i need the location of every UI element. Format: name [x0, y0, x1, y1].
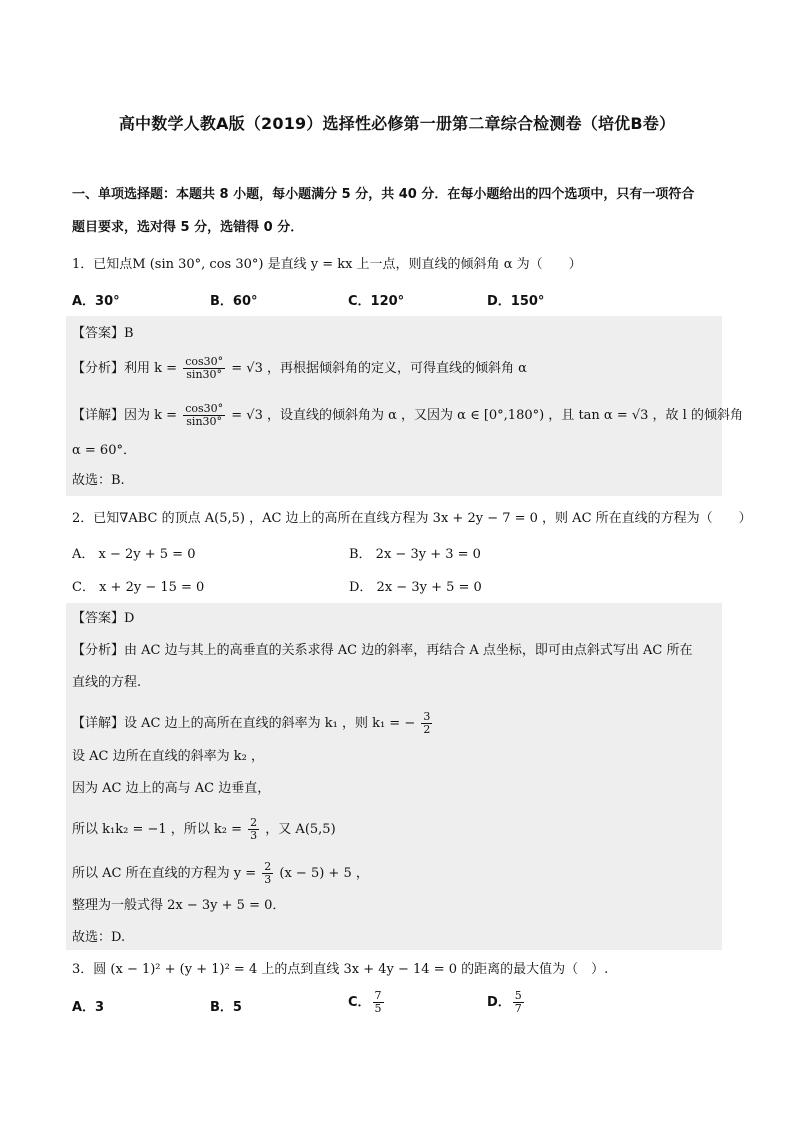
q1-option-d: D．150° — [487, 294, 545, 309]
q1-stem: 1．已知点M (sin 30°, cos 30°) 是直线 y = kx 上一点，则直线的倾斜角 α 为（ ） — [72, 257, 582, 272]
q3-option-d — [487, 990, 526, 1015]
q2-d4-fraction — [248, 817, 259, 842]
q3-option-d-numerator: 5 — [514, 989, 522, 1002]
q1-analysis — [72, 356, 722, 381]
q2-detail-line-5 — [72, 861, 722, 886]
q3-option-d-label: D． — [487, 995, 511, 1010]
q1-analysis-denominator: sin30° — [186, 368, 223, 381]
q3-option-c-fraction — [373, 990, 384, 1015]
q1-option-c: C．120° — [348, 294, 405, 309]
q2-stem: 2．已知∇ABC 的顶点 A(5,5) ，AC 边上的高所在直线方程为 3x + 2y − 7 = 0 ，则 AC 所在直线的方程为（ ） — [72, 511, 752, 526]
q2-option-a: A． x − 2y + 5 = 0 — [72, 547, 196, 562]
q2-option-d: D． 2x − 3y + 5 = 0 — [349, 580, 482, 595]
q1-option-a: A．30° — [72, 294, 120, 309]
q2-detail-line-2: 设 AC 边所在直线的斜率为 k₂ ， — [72, 749, 264, 764]
q2-d5-numerator: 2 — [264, 860, 272, 873]
q1-detail-numerator: cos30° — [185, 402, 224, 415]
q3-option-c — [348, 990, 386, 1015]
q2-d1-numerator: 3 — [423, 710, 431, 723]
q2-detail-line-4 — [72, 817, 722, 842]
section-heading-line-1: 一、单项选择题：本题共 8 小题，每小题满分 5 分，共 40 分．在每小题给出的四个选项中，只有一项符合 — [72, 187, 695, 202]
q2-d1-denominator: 2 — [423, 723, 431, 736]
q2-d4-post: ，又 A(5,5) — [265, 822, 336, 837]
q2-option-c: C． x + 2y − 15 = 0 — [72, 580, 205, 595]
q2-detail-line-3: 因为 AC 边上的高与 AC 边垂直， — [72, 781, 271, 796]
q2-d4-denominator: 3 — [250, 829, 258, 842]
q1-analysis-fraction — [183, 356, 225, 381]
q2-d4-numerator: 2 — [250, 816, 258, 829]
q1-detail-line-2: α = 60°． — [72, 443, 136, 458]
q2-d5-fraction — [262, 861, 273, 886]
q1-detail-post: = √3 ，设直线的倾斜角为 α ，又因为 α ∈ [0°,180°) ，且 tan α = √3 ，故 l 的倾斜角 — [231, 408, 743, 423]
q1-detail — [72, 402, 743, 428]
q2-d1-fraction — [421, 711, 432, 736]
q3-option-c-denominator: 5 — [374, 1002, 382, 1015]
q2-d4-pre: 所以 k₁k₂ = −1 ，所以 k₂ = — [72, 822, 243, 837]
q3-option-b: B．5 — [210, 1000, 242, 1015]
q2-option-b: B． 2x − 3y + 3 = 0 — [349, 547, 481, 562]
q1-analysis-pre: 【分析】利用 k = — [72, 361, 178, 376]
q3-option-a: A．3 — [72, 1000, 105, 1015]
q1-detail-fraction — [183, 403, 225, 428]
page-title: 高中数学人教A版（2019）选择性必修第一册第二章综合检测卷（培优B卷） — [118, 114, 676, 133]
q2-d5-pre: 所以 AC 所在直线的方程为 y = — [72, 866, 257, 881]
q2-detail-line-6: 整理为一般式得 2x − 3y + 5 = 0． — [72, 898, 286, 913]
q3-stem: 3．圆 (x − 1)² + (y + 1)² = 4 上的点到直线 3x + 4y − 14 = 0 的距离的最大值为（ ）. — [72, 962, 609, 977]
q2-choose: 故选：D. — [72, 930, 126, 945]
q2-detail-line-1 — [72, 711, 722, 736]
q1-choose: 故选：B. — [72, 473, 125, 488]
q1-detail-denominator: sin30° — [186, 415, 223, 428]
q1-option-b: B．60° — [210, 294, 258, 309]
q3-option-d-denominator: 7 — [514, 1002, 522, 1015]
q1-analysis-post: = √3 ，再根据倾斜角的定义，可得直线的倾斜角 α — [231, 361, 527, 376]
q2-d1-pre: 【详解】设 AC 边上的高所在直线的斜率为 k₁ ，则 k₁ = − — [72, 716, 416, 731]
q1-analysis-numerator: cos30° — [185, 355, 224, 368]
q2-answer: 【答案】D — [72, 611, 135, 626]
q2-analysis-line-2: 直线的方程. — [72, 675, 142, 690]
q3-option-c-label: C． — [348, 995, 371, 1010]
q2-d5-post: (x − 5) + 5 ， — [279, 866, 369, 881]
q3-option-d-fraction — [513, 990, 524, 1015]
q3-option-c-numerator: 7 — [374, 989, 382, 1002]
section-heading-line-2: 题目要求，选对得 5 分，选错得 0 分． — [72, 220, 304, 235]
q1-detail-pre: 【详解】因为 k = — [72, 408, 178, 423]
q2-d5-denominator: 3 — [264, 873, 272, 886]
q2-analysis-line-1: 【分析】由 AC 边与其上的高垂直的关系求得 AC 边的斜率，再结合 A 点坐标，即可由点斜式写出 AC 所在 — [72, 643, 693, 658]
q1-answer: 【答案】B — [72, 326, 134, 341]
